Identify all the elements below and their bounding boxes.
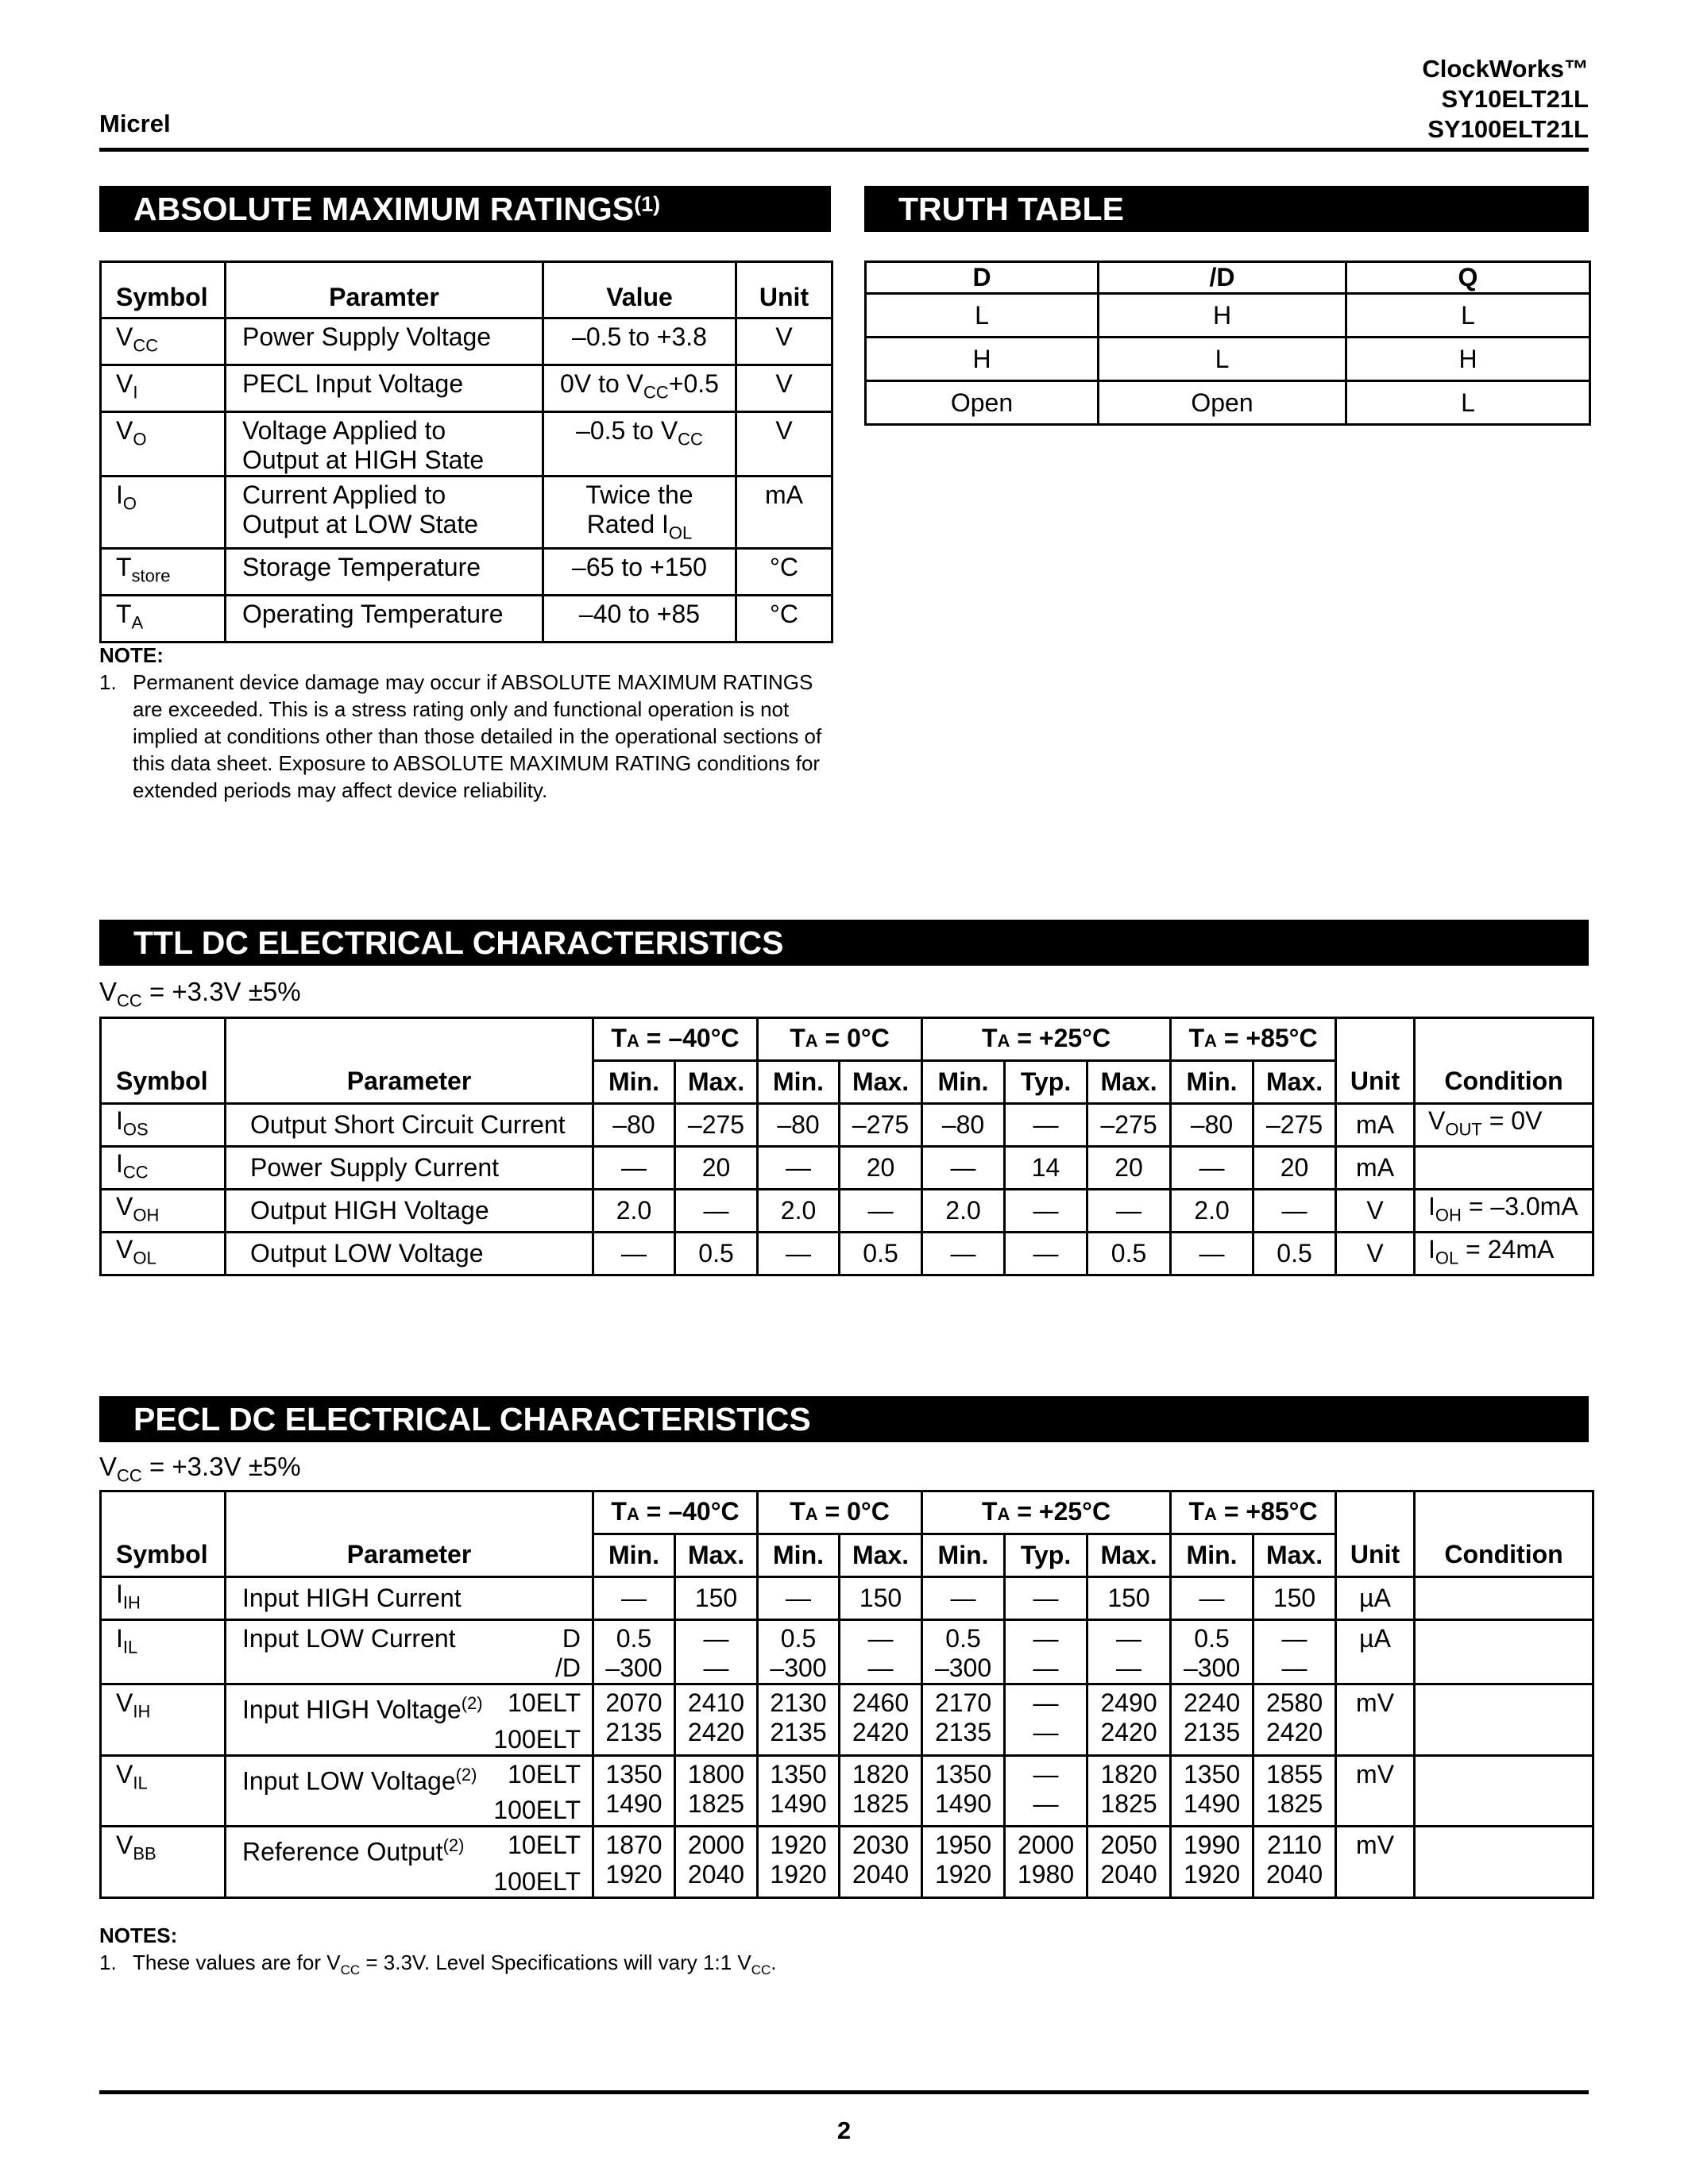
value-cell: 0.5 –300 xyxy=(758,1620,840,1684)
value-cell: 150 xyxy=(675,1577,758,1620)
col-max: Max. xyxy=(675,1534,758,1577)
value-cell: 0.5 xyxy=(1087,1233,1171,1275)
value-cell: 2.0 xyxy=(1171,1190,1253,1233)
truth-cell: L xyxy=(1346,381,1590,425)
value-cell: 1855 1825 xyxy=(1253,1755,1336,1827)
row-symbol: $I_{OS}$ xyxy=(101,1104,226,1147)
amr-value: –0.5 to +3.8 xyxy=(543,318,736,365)
row-unit: mV xyxy=(1336,1755,1415,1827)
col-min: Min. xyxy=(593,1061,675,1104)
value-cell: 1820 1825 xyxy=(1087,1755,1171,1827)
truth-cell: Open xyxy=(1099,381,1346,425)
table-row xyxy=(101,1233,1593,1275)
value-cell: 2050 2040 xyxy=(1087,1827,1171,1898)
row-symbol: $I_{IL}$ xyxy=(101,1620,226,1684)
pecl-temp-m40: TA = –40°C xyxy=(593,1491,758,1534)
amr-symbol: $V_I$ xyxy=(101,365,226,412)
amr-symbol: $I_O$ xyxy=(101,477,226,549)
pecl-col-symbol: Symbol xyxy=(101,1491,226,1577)
amr-value: 0V to $V_{CC}+0.5$ xyxy=(543,365,736,412)
value-cell: — xyxy=(1171,1577,1253,1620)
truth-table xyxy=(864,260,1591,426)
ttl-temp-25: TA = +25°C xyxy=(922,1018,1171,1061)
pecl-temp-0: TA = 0°C xyxy=(758,1491,922,1534)
ttl-temp-85: TA = +85°C xyxy=(1171,1018,1336,1061)
amr-symbol: $V_{CC}$ xyxy=(101,318,226,365)
value-cell: 2000 1980 xyxy=(1005,1827,1087,1898)
amr-value: –40 to +85 xyxy=(543,596,736,642)
truth-cell: L xyxy=(1099,338,1346,381)
value-cell: 20 xyxy=(675,1147,758,1190)
value-cell: 2070 2135 xyxy=(593,1684,675,1756)
product-line: ClockWorks™ xyxy=(1422,55,1589,83)
truth-title: TRUTH TABLE xyxy=(898,191,1124,227)
value-cell: — xyxy=(1253,1190,1336,1233)
row-condition xyxy=(1415,1684,1593,1756)
row-unit: V xyxy=(1336,1233,1415,1275)
row-parameter: Power Supply Current xyxy=(226,1147,593,1190)
row-condition xyxy=(1415,1147,1593,1190)
truth-cell: H xyxy=(866,338,1099,381)
value-cell: 2.0 xyxy=(758,1190,840,1233)
part-number-2: SY100ELT21L xyxy=(1427,115,1589,143)
row-symbol: $V_{OL}$ xyxy=(101,1233,226,1275)
truth-row xyxy=(866,338,1590,381)
row-symbol: $V_{IH}$ xyxy=(101,1684,226,1756)
amr-header-row xyxy=(101,262,832,318)
value-cell: 150 xyxy=(1087,1577,1171,1620)
value-cell: 0.5 –300 xyxy=(922,1620,1005,1684)
value-cell: — xyxy=(922,1577,1005,1620)
truth-title-bar xyxy=(864,186,1589,232)
value-cell: –80 xyxy=(1171,1104,1253,1147)
col-typ: Typ. xyxy=(1005,1534,1087,1577)
amr-unit: V xyxy=(736,412,832,477)
value-cell: — xyxy=(1005,1190,1087,1233)
value-cell: — xyxy=(593,1233,675,1275)
col-max: Max. xyxy=(675,1061,758,1104)
value-cell: — — xyxy=(1005,1684,1087,1756)
pecl-title-bar xyxy=(99,1396,1589,1442)
truth-cell: H xyxy=(1099,294,1346,338)
amr-symbol: $T_{store}$ xyxy=(101,549,226,596)
amr-note-1: 1. Permanent device damage may occur if ABSOLUTE MAXIMUM RATINGS are exceeded. This is a stress rating only and functional operation is not implied at conditions other than those detailed in the operational sections of this data sheet. Exposure to ABSOLUTE MAXIMUM RATING conditions for extended periods may affect device reliability. xyxy=(99,670,822,802)
value-cell: 1800 1825 xyxy=(675,1755,758,1827)
value-cell: 2130 2135 xyxy=(758,1684,840,1756)
amr-param: Operating Temperature xyxy=(226,596,543,642)
value-cell: 0.5 xyxy=(1253,1233,1336,1275)
row-symbol: $V_{IL}$ xyxy=(101,1755,226,1827)
value-cell: — — xyxy=(1087,1620,1171,1684)
value-cell: 20 xyxy=(1253,1147,1336,1190)
ttl-temp-row xyxy=(101,1018,1593,1061)
row-unit: mA xyxy=(1336,1147,1415,1190)
truth-row xyxy=(866,294,1590,338)
amr-title: ABSOLUTE MAXIMUM RATINGS xyxy=(133,191,635,227)
row-symbol: $I_{IH}$ xyxy=(101,1577,226,1620)
ttl-col-unit: Unit xyxy=(1336,1018,1415,1104)
row-parameter: Input HIGH Current xyxy=(226,1577,593,1620)
amr-table xyxy=(99,260,833,643)
row-symbol: $V_{OH}$ xyxy=(101,1190,226,1233)
header-rule xyxy=(99,148,1589,152)
row-parameter: Input HIGH Voltage$^{(2)}$ 10ELT 100ELT xyxy=(226,1684,593,1756)
value-cell: — — xyxy=(1253,1620,1336,1684)
row-unit: mV xyxy=(1336,1827,1415,1898)
value-cell: 20 xyxy=(1087,1147,1171,1190)
ttl-title-bar xyxy=(99,920,1589,966)
truth-col-q: Q xyxy=(1346,262,1590,294)
value-cell: 150 xyxy=(1253,1577,1336,1620)
pecl-note-1: 1. These values are for $V_{CC} = 3.3V$. Level Specifications will vary 1:1 $V_{CC}$. xyxy=(99,1951,777,1978)
value-cell: — xyxy=(675,1190,758,1233)
row-unit: mA xyxy=(1336,1104,1415,1147)
col-typ: Typ. xyxy=(1005,1061,1087,1104)
pecl-table xyxy=(99,1490,1594,1899)
col-max: Max. xyxy=(1253,1061,1336,1104)
part-number-1: SY10ELT21L xyxy=(1441,85,1589,113)
value-cell: — xyxy=(922,1233,1005,1275)
value-cell: 2580 2420 xyxy=(1253,1684,1336,1756)
amr-param: Power Supply Voltage xyxy=(226,318,543,365)
value-cell: 14 xyxy=(1005,1147,1087,1190)
value-cell: 2240 2135 xyxy=(1171,1684,1253,1756)
value-cell: 1350 1490 xyxy=(758,1755,840,1827)
table-row xyxy=(101,1827,1593,1898)
row-unit: mV xyxy=(1336,1684,1415,1756)
row-condition xyxy=(1415,1577,1593,1620)
amr-param: Voltage Applied to Output at HIGH State xyxy=(226,412,543,477)
row-parameter: Output Short Circuit Current xyxy=(226,1104,593,1147)
truth-header-row xyxy=(866,262,1590,294)
row-condition xyxy=(1415,1755,1593,1827)
value-cell: 0.5 –300 xyxy=(1171,1620,1253,1684)
amr-param: Current Applied to Output at LOW State xyxy=(226,477,543,549)
amr-col-symbol: Symbol xyxy=(101,262,226,318)
value-cell: — xyxy=(1171,1147,1253,1190)
value-cell: 2490 2420 xyxy=(1087,1684,1171,1756)
truth-row xyxy=(866,381,1590,425)
value-cell: –275 xyxy=(1087,1104,1171,1147)
table-row xyxy=(101,1577,1593,1620)
table-row xyxy=(101,1190,1593,1233)
ttl-vcc-condition: $V_{CC} = +3.3V \pm 5\%$ xyxy=(99,977,301,1011)
amr-param: Storage Temperature xyxy=(226,549,543,596)
value-cell: — xyxy=(1171,1233,1253,1275)
value-cell: — xyxy=(1005,1577,1087,1620)
value-cell: 2030 2040 xyxy=(840,1827,922,1898)
value-cell: 0.5 xyxy=(675,1233,758,1275)
value-cell: –275 xyxy=(675,1104,758,1147)
table-row xyxy=(101,1147,1593,1190)
amr-col-param: Paramter xyxy=(226,262,543,318)
col-min: Min. xyxy=(758,1534,840,1577)
amr-value: Twice the Rated $I_{OL}$ xyxy=(543,477,736,549)
row-condition: $V_{OUT} = 0V$ xyxy=(1415,1104,1593,1147)
ttl-table xyxy=(99,1017,1594,1276)
row-symbol: $I_{CC}$ xyxy=(101,1147,226,1190)
col-min: Min. xyxy=(922,1534,1005,1577)
row-parameter: Output HIGH Voltage xyxy=(226,1190,593,1233)
value-cell: 1350 1490 xyxy=(922,1755,1005,1827)
company-name: Micrel xyxy=(99,110,171,137)
row-unit: V xyxy=(1336,1190,1415,1233)
value-cell: — xyxy=(593,1147,675,1190)
amr-note-label: NOTE: xyxy=(99,643,164,667)
truth-cell: H xyxy=(1346,338,1590,381)
value-cell: 1950 1920 xyxy=(922,1827,1005,1898)
value-cell: –275 xyxy=(1253,1104,1336,1147)
amr-unit: V xyxy=(736,318,832,365)
pecl-notes xyxy=(99,1922,1589,1984)
col-min: Min. xyxy=(593,1534,675,1577)
table-row xyxy=(101,1620,1593,1684)
value-cell: — — xyxy=(1005,1620,1087,1684)
col-max: Max. xyxy=(1087,1534,1171,1577)
value-cell: 1920 1920 xyxy=(758,1827,840,1898)
ttl-temp-0: TA = 0°C xyxy=(758,1018,922,1061)
pecl-notes-label: NOTES: xyxy=(99,1924,178,1947)
amr-value: –0.5 to $V_{CC}$ xyxy=(543,412,736,477)
col-min: Min. xyxy=(1171,1061,1253,1104)
value-cell: — xyxy=(758,1233,840,1275)
amr-row-ta xyxy=(101,596,832,642)
amr-row-vo xyxy=(101,412,832,477)
value-cell: 2460 2420 xyxy=(840,1684,922,1756)
footer-rule xyxy=(99,2090,1589,2094)
row-parameter: Output LOW Voltage xyxy=(226,1233,593,1275)
truth-cell: L xyxy=(1346,294,1590,338)
table-row xyxy=(101,1104,1593,1147)
amr-symbol: $T_A$ xyxy=(101,596,226,642)
value-cell: — xyxy=(1005,1104,1087,1147)
value-cell: 2170 2135 xyxy=(922,1684,1005,1756)
value-cell: — — xyxy=(675,1620,758,1684)
col-min: Min. xyxy=(1171,1534,1253,1577)
value-cell: –80 xyxy=(593,1104,675,1147)
pecl-title: PECL DC ELECTRICAL CHARACTERISTICS xyxy=(133,1401,811,1437)
ttl-col-symbol: Symbol xyxy=(101,1018,226,1104)
pecl-col-condition: Condition xyxy=(1415,1491,1593,1577)
col-min: Min. xyxy=(758,1061,840,1104)
value-cell: — — xyxy=(840,1620,922,1684)
pecl-temp-row xyxy=(101,1491,1593,1534)
amr-col-unit: Unit xyxy=(736,262,832,318)
amr-row-tstore xyxy=(101,549,832,596)
value-cell: — — xyxy=(1005,1755,1087,1827)
amr-row-vcc xyxy=(101,318,832,365)
value-cell: 1350 1490 xyxy=(593,1755,675,1827)
value-cell: — xyxy=(758,1577,840,1620)
row-symbol: $V_{BB}$ xyxy=(101,1827,226,1898)
value-cell: 150 xyxy=(840,1577,922,1620)
truth-col-nd: /D xyxy=(1099,262,1346,294)
value-cell: — xyxy=(758,1147,840,1190)
value-cell: 1820 1825 xyxy=(840,1755,922,1827)
row-condition xyxy=(1415,1827,1593,1898)
row-unit: µA xyxy=(1336,1620,1415,1684)
value-cell: 2000 2040 xyxy=(675,1827,758,1898)
value-cell: 1350 1490 xyxy=(1171,1755,1253,1827)
amr-notes xyxy=(99,642,831,804)
ttl-title: TTL DC ELECTRICAL CHARACTERISTICS xyxy=(133,924,784,961)
ttl-col-parameter: Parameter xyxy=(226,1018,593,1104)
value-cell: — xyxy=(593,1577,675,1620)
value-cell: 2.0 xyxy=(593,1190,675,1233)
amr-unit: °C xyxy=(736,549,832,596)
value-cell: 2.0 xyxy=(922,1190,1005,1233)
truth-cell: L xyxy=(866,294,1099,338)
value-cell: –275 xyxy=(840,1104,922,1147)
amr-row-vi xyxy=(101,365,832,412)
pecl-temp-25: TA = +25°C xyxy=(922,1491,1171,1534)
row-parameter: Input LOW Current D /D xyxy=(226,1620,593,1684)
pecl-col-parameter: Parameter xyxy=(226,1491,593,1577)
value-cell: — xyxy=(840,1190,922,1233)
amr-col-value: Value xyxy=(543,262,736,318)
amr-unit: V xyxy=(736,365,832,412)
col-max: Max. xyxy=(1253,1534,1336,1577)
table-row xyxy=(101,1755,1593,1827)
row-parameter: Reference Output$^{(2)}$ 10ELT 100ELT xyxy=(226,1827,593,1898)
amr-symbol: $V_O$ xyxy=(101,412,226,477)
value-cell: 1990 1920 xyxy=(1171,1827,1253,1898)
value-cell: 2410 2420 xyxy=(675,1684,758,1756)
amr-title-bar xyxy=(99,186,831,232)
row-condition: $I_{OL} = 24mA$ xyxy=(1415,1233,1593,1275)
row-unit: µA xyxy=(1336,1577,1415,1620)
row-condition: $I_{OH} = -3.0mA$ xyxy=(1415,1190,1593,1233)
col-max: Max. xyxy=(840,1534,922,1577)
amr-row-io xyxy=(101,477,832,549)
value-cell: 0.5 xyxy=(840,1233,922,1275)
value-cell: — xyxy=(1087,1190,1171,1233)
col-min: Min. xyxy=(922,1061,1005,1104)
table-row xyxy=(101,1684,1593,1756)
pecl-col-unit: Unit xyxy=(1336,1491,1415,1577)
pecl-temp-85: TA = +85°C xyxy=(1171,1491,1336,1534)
ttl-col-condition: Condition xyxy=(1415,1018,1593,1104)
value-cell: 0.5 –300 xyxy=(593,1620,675,1684)
amr-title-note: (1) xyxy=(634,192,661,216)
truth-col-d: D xyxy=(866,262,1099,294)
value-cell: 20 xyxy=(840,1147,922,1190)
col-max: Max. xyxy=(840,1061,922,1104)
amr-param: PECL Input Voltage xyxy=(226,365,543,412)
pecl-vcc-condition: $V_{CC} = +3.3V \pm 5\%$ xyxy=(99,1452,301,1486)
value-cell: 1870 1920 xyxy=(593,1827,675,1898)
row-parameter: Input LOW Voltage$^{(2)}$ 10ELT 100ELT xyxy=(226,1755,593,1827)
value-cell: — xyxy=(1005,1233,1087,1275)
row-condition xyxy=(1415,1620,1593,1684)
value-cell: 2110 2040 xyxy=(1253,1827,1336,1898)
amr-unit: °C xyxy=(736,596,832,642)
truth-cell: Open xyxy=(866,381,1099,425)
page-number: 2 xyxy=(836,2116,852,2144)
col-max: Max. xyxy=(1087,1061,1171,1104)
value-cell: –80 xyxy=(758,1104,840,1147)
value-cell: — xyxy=(922,1147,1005,1190)
header-product xyxy=(1422,54,1589,145)
amr-unit: mA xyxy=(736,477,832,549)
value-cell: –80 xyxy=(922,1104,1005,1147)
amr-value: –65 to +150 xyxy=(543,549,736,596)
ttl-temp-m40: TA = –40°C xyxy=(593,1018,758,1061)
